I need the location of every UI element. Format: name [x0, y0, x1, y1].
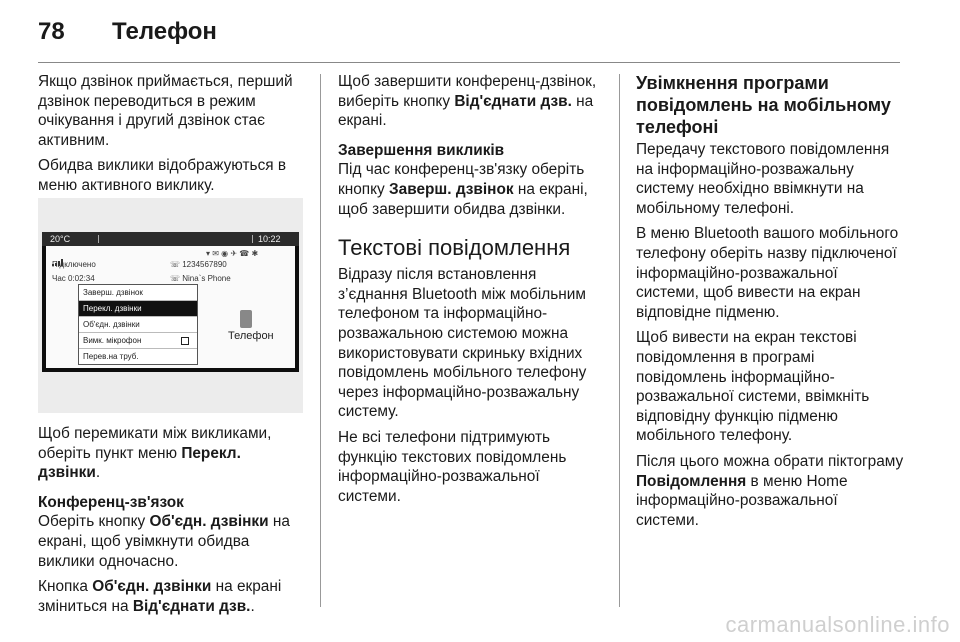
- paragraph: Обидва виклики відображуються в меню активного виклику.: [38, 157, 287, 194]
- screen-content: [46, 246, 295, 368]
- column-1-lower: [38, 424, 306, 622]
- call-icon: ☏: [170, 260, 183, 269]
- paragraph: Оберіть кнопку Об'єдн. дзвінки на екрані, щоб увімкнути обидва виклики одночасно.: [38, 513, 290, 570]
- column-2: [338, 72, 606, 512]
- call-icon: ☏: [170, 274, 183, 283]
- section-subheading: Увімкнення програми повідомлень на мобільному телефоні: [636, 73, 891, 137]
- paragraph: Передачу текстового повідомлення на інформаційно-розважальну систему необхідно ввімкнути на мобільному телефоні.: [636, 141, 890, 217]
- phone-number: ☏ 1234567890: [170, 260, 227, 269]
- paragraph: Під час конференц-зв'язку оберіть кнопку Заверш. дзвінок на екрані, щоб завершити обидва дзвінки.: [338, 161, 588, 218]
- paragraph: Після цього можна обрати піктограму Повідомлення в меню Home інформаційно-розважальної системи.: [636, 452, 904, 529]
- clock: 10:22: [258, 234, 281, 244]
- page-number: 78: [38, 18, 65, 45]
- top-bar: [42, 232, 299, 246]
- subheading-end-calls: Завершення викликів: [338, 141, 505, 159]
- paragraph: Щоб вивести на екран текстові повідомлення в програмі повідомлень інформаційно-розважальної системи, ввімкніть відповідну функцію підменю мобільного телефону.: [636, 329, 870, 445]
- paragraph: Не всі телефони підтримують функцію текстових повідомлень інформаційно-розважальної системи.: [338, 428, 567, 505]
- checkbox-icon: [181, 337, 189, 345]
- page-title: Телефон: [112, 18, 217, 45]
- call-time: Час 0:02:34: [52, 274, 95, 283]
- subheading-conference: Конференц-зв'язок: [38, 493, 184, 511]
- paragraph: Щоб перемикати між викликами, оберіть пункт меню Перекл. дзвінки.: [38, 425, 272, 482]
- column-divider: [619, 74, 620, 607]
- paragraph: Кнопка Об'єдн. дзвінки на екрані зміниться на Від'єднати дзв..: [38, 578, 282, 615]
- screen-illustration: [38, 198, 303, 413]
- phone-label: Телефон: [228, 330, 274, 342]
- status-text: Підключено: [52, 260, 96, 269]
- paragraph: Щоб завершити конференц-дзвінок, виберіть кнопку Від'єднати дзв. на екрані.: [338, 73, 597, 130]
- column-divider: [320, 74, 321, 607]
- column-1: [38, 72, 306, 202]
- menu-item-transfer[interactable]: Перев.на труб.: [83, 352, 139, 361]
- status-icons: ▾ ✉ ◉ ✈ ☎ ✱: [206, 249, 259, 258]
- paragraph: Відразу після встановлення з’єднання Bluetooth між мобільним телефоном та інформаційно-розважальною системою можна використовувати скриньку вхідних повідомлень мобільного телефону через інформаційно-розважальну систему.: [338, 266, 587, 421]
- menu-item-switch-calls[interactable]: Перекл. дзвінки: [79, 301, 197, 317]
- signal-icon: [52, 248, 64, 255]
- paragraph: Якщо дзвінок приймається, перший дзвінок переводиться в режим очікування і другий дзвінок стає активним.: [38, 73, 293, 149]
- menu-item-end-call[interactable]: Заверш. дзвінок: [79, 285, 197, 301]
- device-name: ☏ Nina`s Phone: [170, 274, 231, 283]
- column-3: [636, 72, 904, 536]
- menu-item-mute-mic[interactable]: Вимк. мікрофон: [79, 333, 197, 349]
- call-menu: [78, 284, 198, 365]
- menu-item-merge-calls[interactable]: Об'єдн. дзвінки: [79, 317, 197, 333]
- temperature: 20°C: [50, 234, 71, 244]
- infotainment-screen: [42, 232, 299, 372]
- header-rule: [38, 62, 900, 63]
- paragraph: В меню Bluetooth вашого мобільного телефону оберіть назву підключеної інформаційно-розважальної системи, щоб вивести на екран відповідне підменю.: [636, 225, 899, 321]
- phone-icon: [240, 310, 252, 328]
- section-heading: Текстові повідомлення: [338, 235, 571, 261]
- watermark: carmanualsonline.info: [725, 612, 950, 637]
